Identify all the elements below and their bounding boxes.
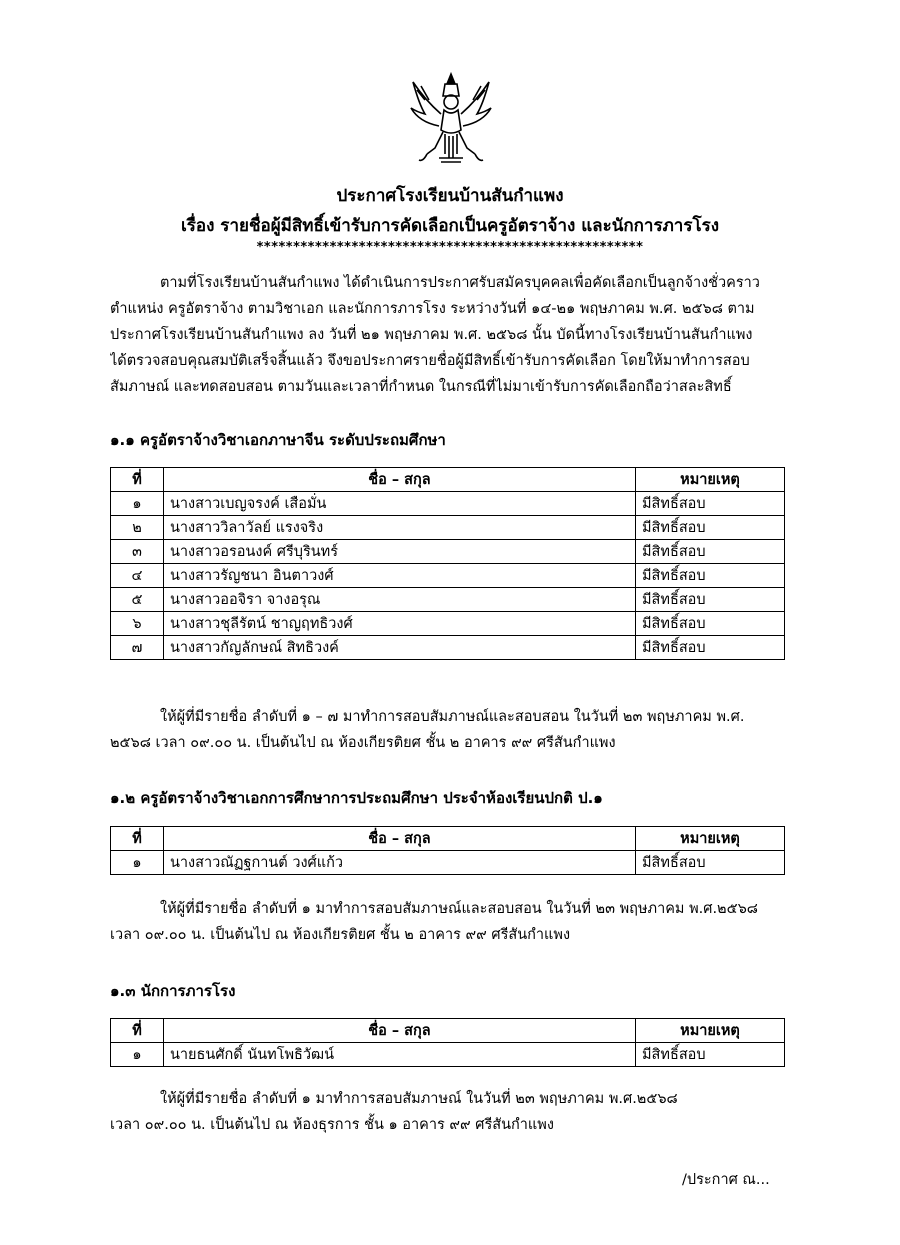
row-note: มีสิทธิ์สอบ	[636, 851, 785, 875]
row-number: ๓	[111, 540, 164, 564]
row-note: มีสิทธิ์สอบ	[636, 516, 785, 540]
announcement-subject: เรื่อง รายชื่อผู้มีสิทธิ์เข้ารับการคัดเลือกเป็นครูอัตราจ้าง และนักการภารโรง	[180, 216, 720, 236]
announcement-title: ประกาศโรงเรียนบ้านสันกำแพง	[336, 186, 564, 206]
row-number: ๕	[111, 588, 164, 612]
table-row	[111, 540, 785, 564]
row-name: นางสาวรัญชนา อินตาวงศ์	[164, 564, 636, 588]
row-name: นางสาวชุลีรัตน์ ชาญฤทธิวงศ์	[164, 612, 636, 636]
row-note: มีสิทธิ์สอบ	[636, 636, 785, 660]
row-name: นางสาวออจิรา จางอรุณ	[164, 588, 636, 612]
column-header-name: ชื่อ – สกุล	[164, 468, 636, 492]
candidate-table-1-3	[110, 1018, 785, 1067]
star-divider: *****************************************************	[256, 240, 644, 255]
row-note: มีสิทธิ์สอบ	[636, 612, 785, 636]
column-header-note: หมายเหตุ	[636, 468, 785, 492]
row-number: ๔	[111, 564, 164, 588]
row-name: นายธนศักดิ์ นันทโพธิวัฒน์	[164, 1043, 636, 1067]
column-header-name: ชื่อ – สกุล	[164, 1019, 636, 1043]
note-line: เวลา ๐๙.๐๐ น. เป็นต้นไป ณ ห้องเกียรติยศ ชั้น ๒ อาคาร ๙๙ ศรีสันกำแพง	[110, 927, 571, 943]
note-line: เวลา ๐๙.๐๐ น. เป็นต้นไป ณ ห้องธุรการ ชั้น ๑ อาคาร ๙๙ ศรีสันกำแพง	[110, 1117, 554, 1133]
intro-line: ประกาศโรงเรียนบ้านสันกำแพง ลง วันที่ ๒๑ พฤษภาคม พ.ศ. ๒๕๖๘ นั้น บัดนี้ทางโรงเรียนบ้านสันกำแพง	[110, 327, 753, 343]
column-header-note: หมายเหตุ	[636, 827, 785, 851]
table-row	[111, 564, 785, 588]
column-header-no: ที่	[111, 827, 164, 851]
intro-line: ตำแหน่ง ครูอัตราจ้าง ตามวิชาเอก และนักการภารโรง ระหว่างวันที่ ๑๔-๒๑ พฤษภาคม พ.ศ. ๒๕๖๘ ตาม	[110, 301, 755, 317]
row-note: มีสิทธิ์สอบ	[636, 540, 785, 564]
table-header-row	[111, 468, 785, 492]
garuda-emblem	[405, 70, 497, 170]
table-row	[111, 851, 785, 875]
row-name: นางสาวกัญลักษณ์ สิทธิวงค์	[164, 636, 636, 660]
row-note: มีสิทธิ์สอบ	[636, 1043, 785, 1067]
row-number: ๒	[111, 516, 164, 540]
row-name: นางสาวอรอนงค์ ศรีบุรินทร์	[164, 540, 636, 564]
continuation-marker: /ประกาศ ณ...	[682, 1172, 770, 1188]
table-header-row	[111, 1019, 785, 1043]
table-row	[111, 612, 785, 636]
section-heading-1-1: ๑.๑ ครูอัตราจ้างวิชาเอกภาษาจีน ระดับประถมศึกษา	[110, 431, 446, 449]
row-name: นางสาวณัฏฐกานต์ วงศ์แก้ว	[164, 851, 636, 875]
section-note-1-2	[110, 896, 800, 948]
candidate-table-1-2	[110, 826, 785, 875]
row-number: ๗	[111, 636, 164, 660]
section-note-1-3	[110, 1086, 800, 1138]
row-number: ๑	[111, 492, 164, 516]
column-header-no: ที่	[111, 468, 164, 492]
note-line: ให้ผู้ที่มีรายชื่อ ลำดับที่ ๑ มาทำการสอบสัมภาษณ์และสอบสอน ในวันที่ ๒๓ พฤษภาคม พ.ศ.๒๕๖๘	[160, 901, 758, 917]
intro-line: สัมภาษณ์ และทดสอบสอน ตามวันและเวลาที่กำหนด ในกรณีที่ไม่มาเข้ารับการคัดเลือกถือว่าสละสิทธิ์	[110, 379, 732, 395]
table-row	[111, 636, 785, 660]
section-heading-1-2: ๑.๒ ครูอัตราจ้างวิชาเอกการศึกษาการประถมศึกษา ประจำห้องเรียนปกติ ป.๑	[110, 789, 603, 807]
table-row	[111, 588, 785, 612]
row-name: นางสาวเบญจรงค์ เสือมั่น	[164, 492, 636, 516]
column-header-name: ชื่อ – สกุล	[164, 827, 636, 851]
note-line: ให้ผู้ที่มีรายชื่อ ลำดับที่ ๑ มาทำการสอบสัมภาษณ์ ในวันที่ ๒๓ พฤษภาคม พ.ศ.๒๕๖๘	[160, 1091, 678, 1107]
column-header-no: ที่	[111, 1019, 164, 1043]
note-line: ให้ผู้ที่มีรายชื่อ ลำดับที่ ๑ – ๗ มาทำการสอบสัมภาษณ์และสอบสอน ในวันที่ ๒๓ พฤษภาคม พ.ศ.	[160, 709, 745, 725]
note-line: ๒๕๖๘ เวลา ๐๙.๐๐ น. เป็นต้นไป ณ ห้องเกียรติยศ ชั้น ๒ อาคาร ๙๙ ศรีสันกำแพง	[110, 735, 616, 751]
table-row	[111, 1043, 785, 1067]
row-number: ๖	[111, 612, 164, 636]
section-note-1-1	[110, 704, 800, 756]
candidate-table-1-1	[110, 467, 785, 660]
row-number: ๑	[111, 851, 164, 875]
intro-line: ตามที่โรงเรียนบ้านสันกำแพง ได้ดำเนินการประกาศรับสมัครบุคคลเพื่อคัดเลือกเป็นลูกจ้างชั่วคราว	[160, 275, 760, 291]
intro-paragraph	[110, 270, 800, 400]
intro-line: ได้ตรวจสอบคุณสมบัติเสร็จสิ้นแล้ว จึงขอประกาศรายชื่อผู้มีสิทธิ์เข้ารับการคัดเลือก โดยให้มาทำการสอบ	[110, 353, 750, 369]
table-row	[111, 492, 785, 516]
table-header-row	[111, 827, 785, 851]
row-note: มีสิทธิ์สอบ	[636, 564, 785, 588]
row-number: ๑	[111, 1043, 164, 1067]
row-name: นางสาววิลาวัลย์ แรงจริง	[164, 516, 636, 540]
row-note: มีสิทธิ์สอบ	[636, 492, 785, 516]
table-row	[111, 516, 785, 540]
row-note: มีสิทธิ์สอบ	[636, 588, 785, 612]
section-heading-1-3: ๑.๓ นักการภารโรง	[110, 982, 236, 1000]
column-header-note: หมายเหตุ	[636, 1019, 785, 1043]
